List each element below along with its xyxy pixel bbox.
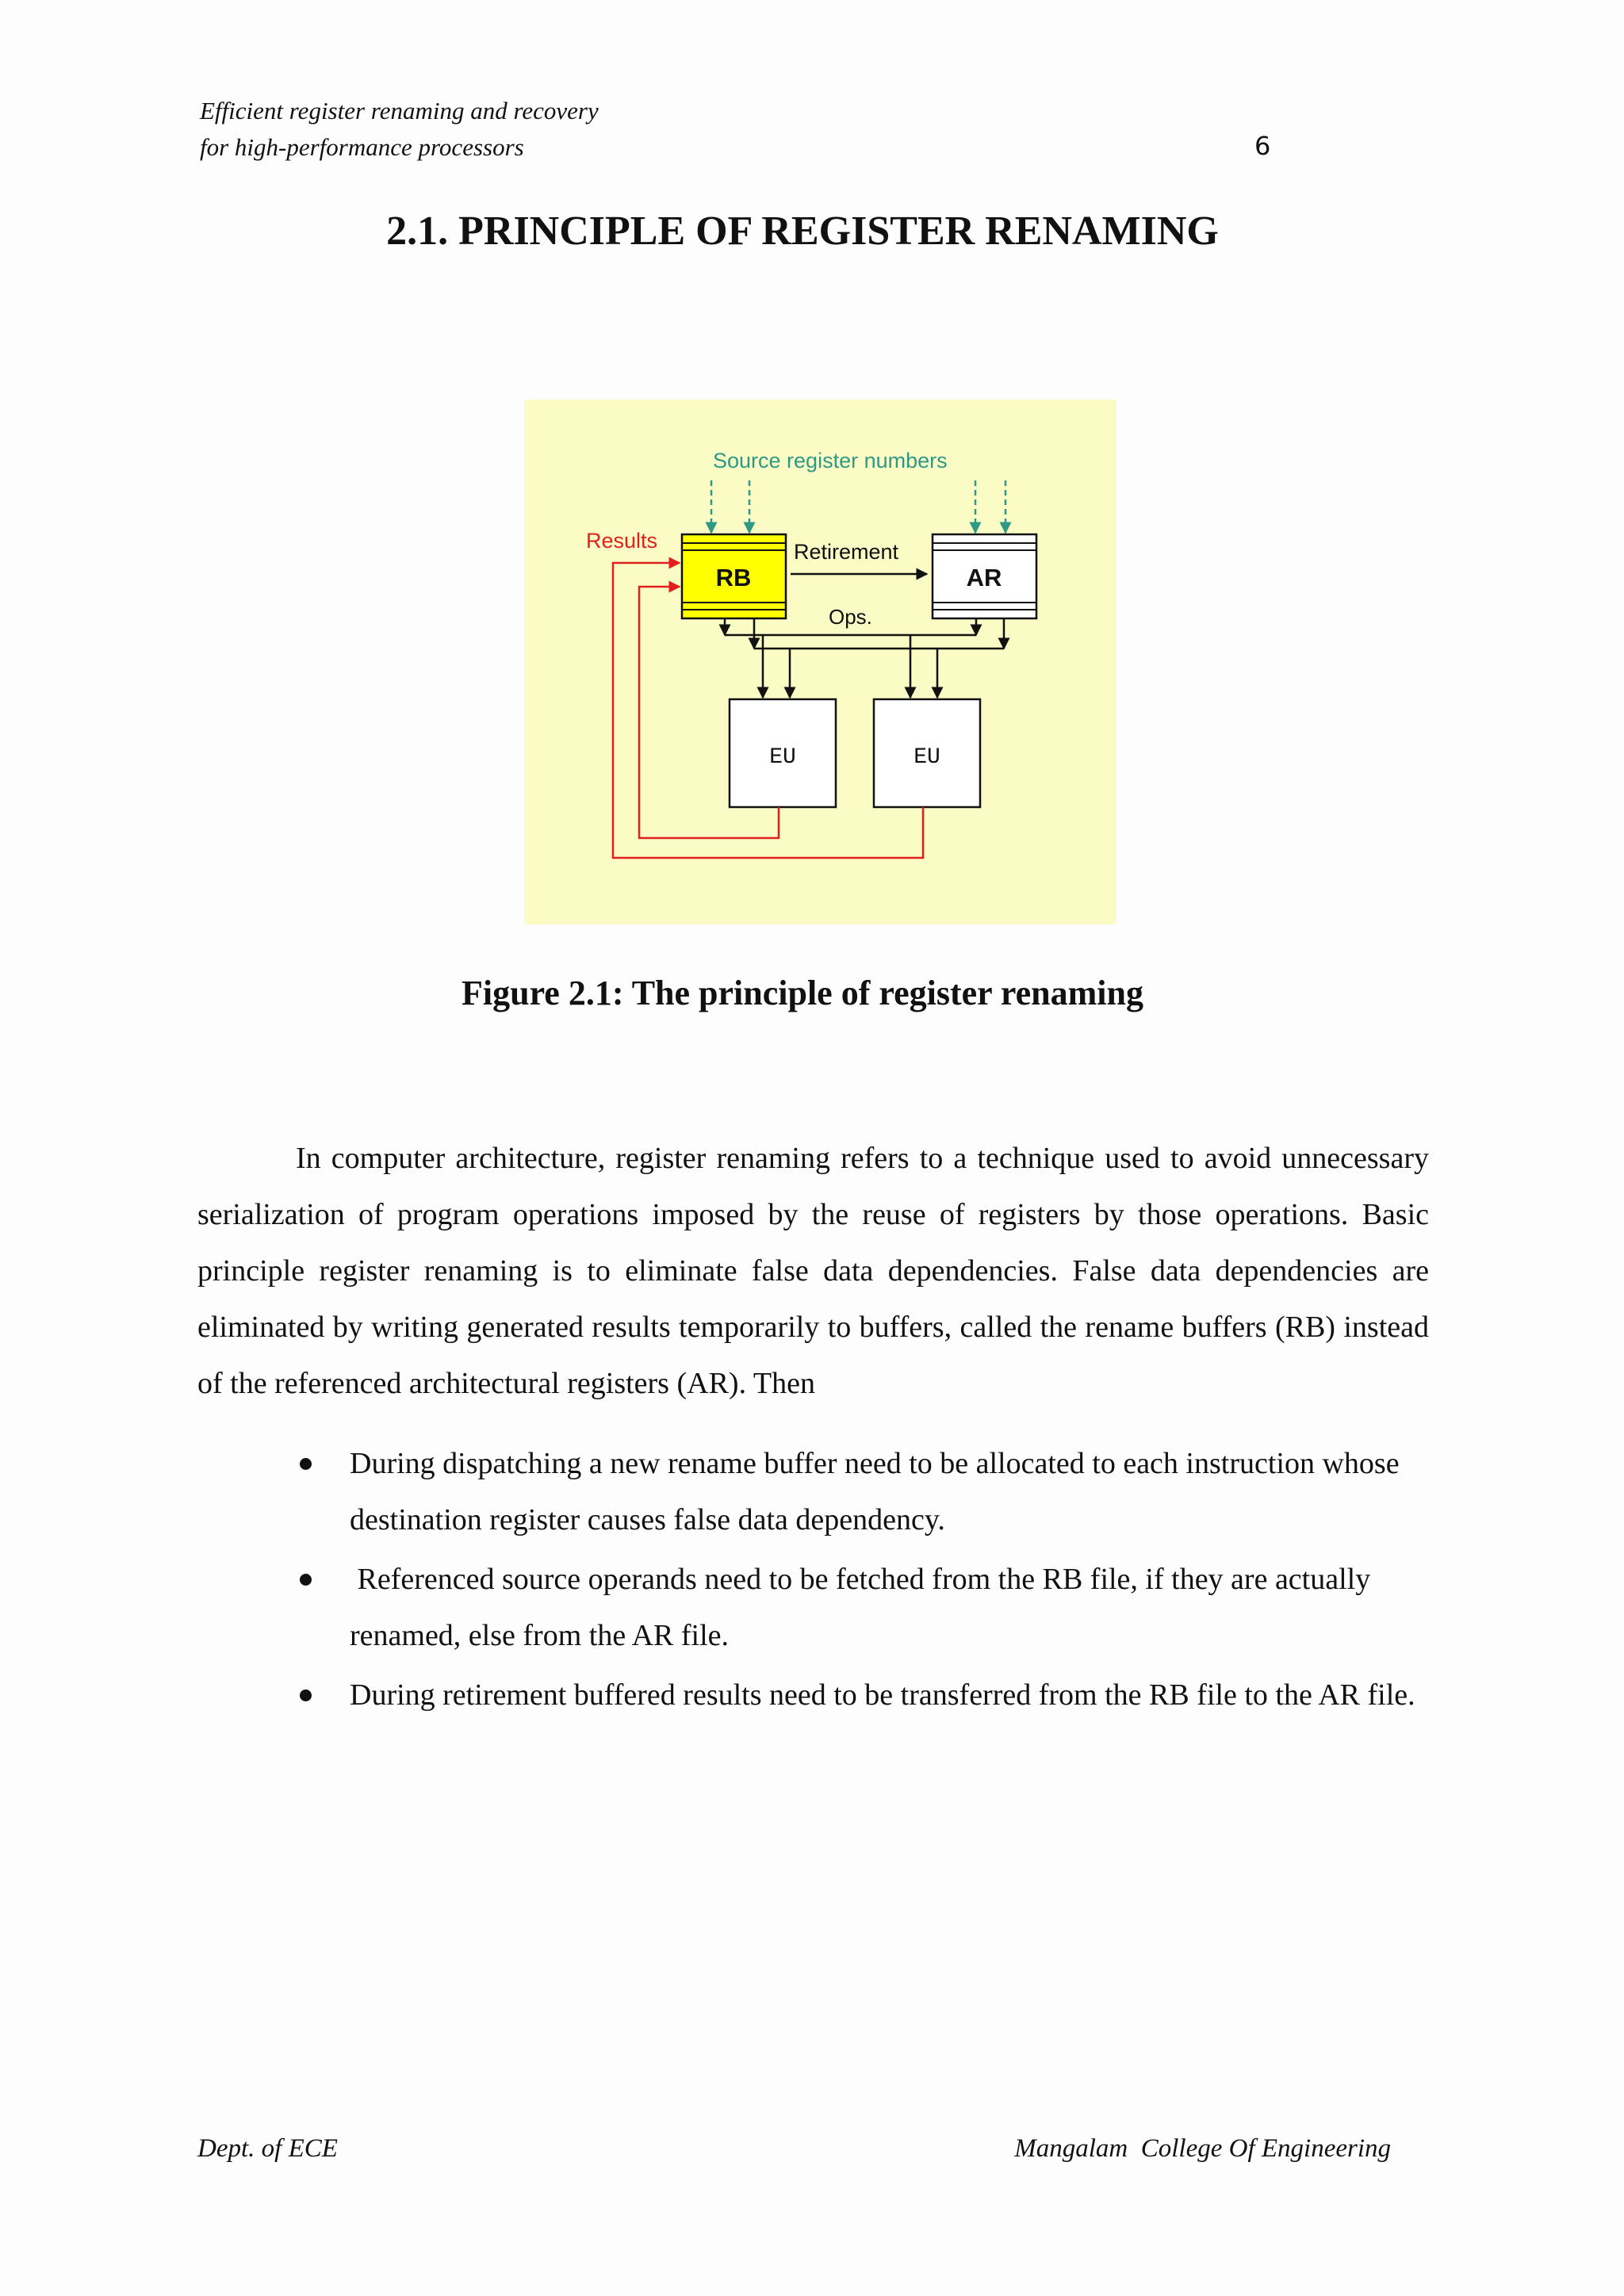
- bullet-icon: [300, 1574, 312, 1586]
- bullet-text: Referenced source operands need to be fetched from the RB file, if they are actually renamed, else from the AR file.: [350, 1563, 1378, 1652]
- eu1-label: EU: [769, 745, 796, 770]
- rb-label: RB: [715, 564, 752, 591]
- list-item: [300, 1436, 1418, 1548]
- body-paragraph: In computer architecture, register renaming refers to a technique used to avoid unnecessary serialization of program operations imposed by the reuse of registers by those operations. Basic principle register renaming is to eliminate false data dependencies. False data dependencies are eliminated by writing generated results temporarily to buffers, called the rename buffers (RB) instead of the referenced architectural registers (AR). Then: [197, 1142, 1429, 1400]
- bullet-text: During retirement buffered results need to be transferred from the RB file to the AR file.: [350, 1678, 1415, 1712]
- results-label: Results: [586, 529, 658, 553]
- ar-label: AR: [966, 564, 1002, 591]
- section-title: 2.1. PRINCIPLE OF REGISTER RENAMING: [386, 209, 1219, 254]
- bullet-icon: [300, 1689, 312, 1701]
- footer-department: Dept. of ECE: [197, 2134, 338, 2163]
- footer-college: Mangalam College Of Engineering: [1014, 2134, 1391, 2163]
- bullet-icon: [300, 1458, 312, 1470]
- bullet-list: [300, 1436, 1418, 1727]
- list-item: [300, 1552, 1418, 1664]
- source-register-numbers-label: Source register numbers: [713, 449, 948, 473]
- ops-label: Ops.: [829, 605, 872, 629]
- running-header-line-1: Efficient register renaming and recovery: [200, 97, 599, 124]
- register-renaming-figure: [524, 400, 1116, 924]
- eu2-label: EU: [914, 745, 940, 770]
- list-item: [300, 1667, 1418, 1724]
- retirement-label: Retirement: [794, 540, 899, 564]
- figure-caption: Figure 2.1: The principle of register renaming: [462, 974, 1143, 1012]
- running-header-line-2: for high-performance processors: [200, 133, 524, 161]
- bullet-text: During dispatching a new rename buffer need to be allocated to each instruction whose destination register causes false data dependency.: [350, 1447, 1400, 1536]
- page-number: 6: [1254, 131, 1271, 161]
